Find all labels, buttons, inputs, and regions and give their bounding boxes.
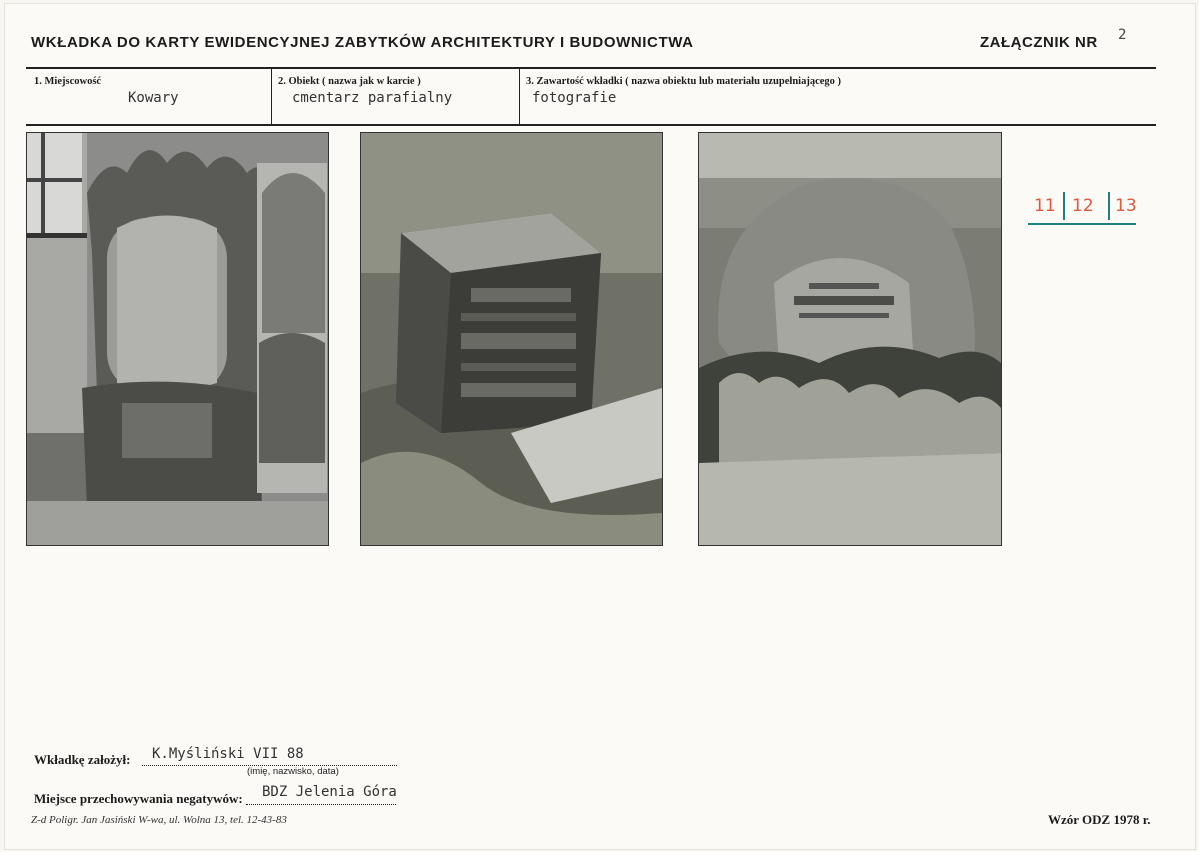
photo-numbers xyxy=(1028,196,1136,226)
founded-label: Wkładkę założył: xyxy=(34,752,131,767)
field-label-contents: 3. Zawartość wkładki ( nazwa obiektu lub materiału uzupełniającego ) xyxy=(526,76,842,87)
template-note: Wzór ODZ 1978 r. xyxy=(1048,812,1151,827)
annex-number: 2 xyxy=(1118,27,1127,43)
number-separator xyxy=(1108,192,1110,220)
number-underline xyxy=(1028,223,1136,225)
field-value-object: cmentarz parafialny xyxy=(292,90,453,106)
negatives-value: BDZ Jelenia Góra xyxy=(262,784,397,800)
field-label-object: 2. Obiekt ( nazwa jak w karcie ) xyxy=(278,76,421,87)
photo-number: 12 xyxy=(1072,196,1094,216)
boulder-gravestone-photo xyxy=(698,132,1002,546)
founded-hint: (imię, nazwisko, data) xyxy=(247,766,339,777)
field-label-locality: 1. Miejscowość xyxy=(34,76,102,87)
document-title: WKŁADKA DO KARTY EWIDENCYJNEJ ZABYTKÓW ARCHITEKTURY I BUDOWNICTWA xyxy=(31,34,694,51)
baroque-epitaph-photo xyxy=(26,132,329,546)
header-bottom-rule xyxy=(26,124,1156,126)
printer-note: Z-d Poligr. Jan Jasiński W-wa, ul. Wolna 13, tel. 12-43-83 xyxy=(31,814,287,826)
negatives-label: Miejsce przechowywania negatywów: xyxy=(34,791,243,806)
field-value-contents: fotografie xyxy=(532,90,617,106)
founded-value: K.Myśliński VII 88 xyxy=(152,746,304,762)
field-divider xyxy=(271,69,272,125)
header-top-rule xyxy=(26,67,1156,69)
field-value-locality: Kowary xyxy=(128,90,179,106)
negatives-dotted-line xyxy=(246,804,396,805)
number-separator xyxy=(1063,192,1065,220)
tombstone-block-photo xyxy=(360,132,663,546)
photo-number: 13 xyxy=(1115,196,1137,216)
field-divider xyxy=(519,69,520,125)
photo-number: 11 xyxy=(1034,196,1056,216)
annex-label: ZAŁĄCZNIK NR xyxy=(980,34,1098,51)
